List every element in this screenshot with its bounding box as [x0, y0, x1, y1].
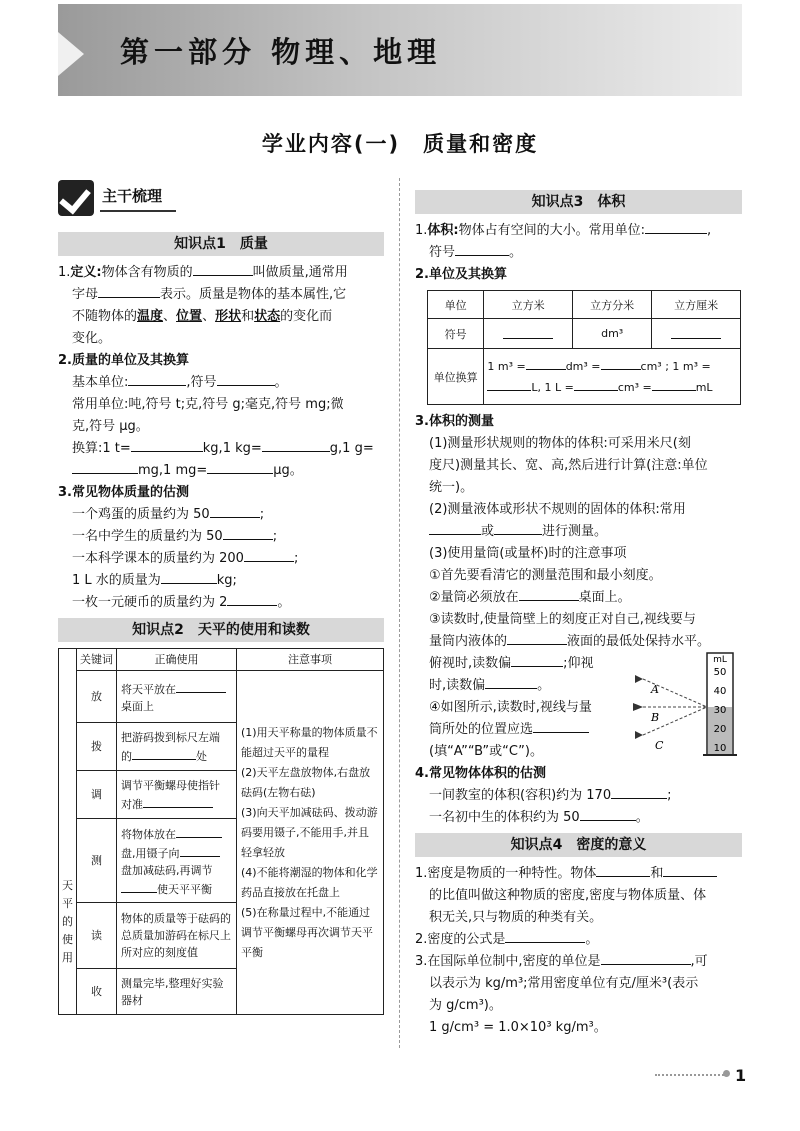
zhugan-header	[58, 178, 384, 218]
kp4-header: 知识点4 密度的意义	[415, 833, 742, 857]
blank[interactable]	[533, 719, 589, 733]
blank[interactable]	[161, 570, 217, 584]
page-dots	[655, 1074, 727, 1076]
blank[interactable]	[507, 631, 567, 645]
blank[interactable]	[519, 587, 579, 601]
blank[interactable]	[601, 356, 641, 370]
kp1-def: 1.定义:物体含有物质的 叫做质量,通常用 字母 表示。质量是物体的基本属性,它 不随物体的温度、位置、形状和状态的变化而 变化。	[58, 262, 384, 350]
side-char: 的	[62, 914, 73, 928]
cyl-unit: mL	[713, 655, 727, 665]
blank[interactable]	[485, 675, 537, 689]
balance-table: 天 平 的 使 用 关键词 正确使用 注意事项 放 将天平放在 桌面上 (1)用天平称量的物体质量不能超过天平的量程 (2)天平左盘放物体,右盘放砝码(左物右砝) (3)向天平加减砝码、拨动游码要用镊子,不能用手,并且轻拿轻放 (4)不能将潮湿的物体和化学药品直接放在托盘上 (5)在称量过程中,不能通过调节平衡螺母再次调节天平平衡 拨 把游码拨到标尺左端 的 处 调 调节平衡螺母使指针 对准 测 将物体放在 盘,用镊子向 盘加减砝码,再调节 使天平平衡 读 物体的质量等于砝码的总质量加游码在标尺上所对应的刻度值 收 测量完毕,整理好实验器材	[58, 648, 384, 1015]
blank[interactable]	[143, 794, 213, 808]
section-banner	[58, 4, 742, 96]
blank[interactable]	[128, 372, 186, 386]
tick: 40	[713, 686, 727, 697]
kp2-header: 知识点2 天平的使用和读数	[58, 618, 384, 642]
banner-arrow-shape	[58, 32, 84, 76]
blank[interactable]	[207, 460, 273, 474]
blank[interactable]	[487, 377, 531, 391]
page-number: 1	[735, 1066, 747, 1085]
side-char: 使	[62, 932, 73, 946]
right-column: 知识点3 体积 1.体积:物体占有空间的大小。常用单位: , 符号 。 2.单位及其换算 单位 立方米 立方分米 立方厘米 符号 dm³ 单位换算 1 m³ = dm³ = cm³ ; 1 m³ = L, 1 L = cm³ = mL 3.体积的测量 (1)测量形状规则的物体的体积:可采用米尺(刻 度尺)测量其长、宽、高,然后进行计算(注意:单位 统一)。 (2)测量液体或形状不规则的固体的体积:常用 或 进行测量。 (3)使用量筒(或量杯)时的注意事项 ①首先要看清它的测量范围和最小刻度。 ②量筒必须放在 桌面上。 ③读数时,使量筒壁上的刻度正对自己,视线要与 量筒内液体的 液面的最低处保持水平。 俯视时,读数偏 ;仰视 时,读数偏 。 ④如图所示,读数时,视线与量 筒所处的位置应选 (填“A”“B”或“C”)。 mL 50 40 30 20 10 A B C 4.常见物体体积的估测 一间教室的体积(容积)约为 170 ; 一名初中生的体积约为 50 。 知识点4 密度的意义 1.密度是物质的一种特性。物体 和 的比值叫做这种物质的密度,密度与物体质量、体 积无关,只与物质的种类有关。 2.密度的公式是 。 3.在国际单位制中,密度的单位是 ,可 以表示为 kg/m³;常用密度单位有克/厘米³(表示 为 g/cm³)。 1 g/cm³ = 1.0×10³ kg/m³。	[415, 186, 742, 1039]
blank[interactable]	[176, 824, 222, 838]
tick: 30	[713, 705, 727, 716]
side-char: 平	[62, 896, 73, 910]
kp4-content: 1.密度是物质的一种特性。物体 和 的比值叫做这种物质的密度,密度与物体质量、体 积无关,只与物质的种类有关。 2.密度的公式是 。 3.在国际单位制中,密度的单位是 ,可 以表示为 kg/m³;常用密度单位有克/厘米³(表示 为 g/cm³)。 1 g/cm³ = 1.0×10³ kg/m³。	[415, 863, 742, 1039]
blank[interactable]	[611, 785, 667, 799]
blank[interactable]	[505, 929, 585, 943]
blank[interactable]	[262, 438, 330, 452]
blank[interactable]	[596, 863, 650, 877]
label-b: B	[651, 711, 660, 724]
table-side-cell	[59, 649, 77, 1015]
blank[interactable]	[574, 377, 618, 391]
blank[interactable]	[429, 521, 481, 535]
blank[interactable]	[132, 746, 196, 760]
blank[interactable]	[193, 262, 253, 276]
side-char: 用	[62, 950, 73, 964]
blank[interactable]	[652, 377, 696, 391]
blank[interactable]	[244, 548, 294, 562]
checkmark-icon	[58, 180, 94, 216]
kp1-header: 知识点1 质量	[58, 232, 384, 256]
zhugan-label: 主干梳理	[100, 185, 176, 212]
kp3-measure: 3.体积的测量 (1)测量形状规则的物体的体积:可采用米尺(刻 度尺)测量其长、宽、高,然后进行计算(注意:单位 统一)。 (2)测量液体或形状不规则的固体的体积:常用 或 进行测量。 (3)使用量筒(或量杯)时的注意事项 ①首先要看清它的测量范围和最小刻度。 ②量筒必须放在 桌面上。 ③读数时,使量筒壁上的刻度正对自己,视线要与 量筒内液体的 液面的最低处保持水平。 俯视时,读数偏 ;仰视 时,读数偏 。 ④如图所示,读数时,视线与量 筒所处的位置应选 (填“A”“B”或“C”)。 mL 50 40 30 20 10 A B C	[415, 411, 742, 763]
blank[interactable]	[227, 592, 277, 606]
blank[interactable]	[180, 843, 220, 857]
blank[interactable]	[580, 807, 636, 821]
side-char: 天	[62, 878, 73, 892]
blank[interactable]	[176, 679, 226, 693]
measuring-cylinder-figure	[625, 651, 743, 763]
lesson-title: 学业内容(一) 质量和密度	[261, 132, 539, 156]
blank[interactable]	[671, 325, 721, 339]
blank[interactable]	[494, 521, 542, 535]
blank[interactable]	[503, 325, 553, 339]
tick: 50	[713, 667, 727, 678]
page-dot	[723, 1070, 730, 1077]
blank[interactable]	[121, 879, 157, 893]
blank[interactable]	[511, 653, 563, 667]
blank[interactable]	[645, 220, 707, 234]
blank[interactable]	[601, 951, 691, 965]
blank[interactable]	[223, 526, 273, 540]
tick: 20	[713, 724, 727, 735]
tick: 10	[713, 743, 727, 754]
blank[interactable]	[131, 438, 203, 452]
section-title: 第一部分 物理、地理	[120, 35, 442, 69]
left-column	[58, 178, 384, 1015]
volume-units-table: 单位 立方米 立方分米 立方厘米 符号 dm³ 单位换算 1 m³ = dm³ = cm³ ; 1 m³ = L, 1 L = cm³ = mL	[427, 290, 741, 405]
kp3-def: 1.体积:物体占有空间的大小。常用单位: , 符号 。	[415, 220, 742, 264]
blank[interactable]	[455, 242, 509, 256]
blank[interactable]	[210, 504, 260, 518]
label-c: C	[655, 739, 664, 752]
label-a: A	[651, 683, 659, 696]
kp3-estimates: 4.常见物体体积的估测 一间教室的体积(容积)约为 170 ; 一名初中生的体积约为 50 。	[415, 766, 672, 825]
blank[interactable]	[72, 460, 138, 474]
kp3-header: 知识点3 体积	[415, 190, 742, 214]
kp1-units: 2.质量的单位及其换算 基本单位: ,符号 。 常用单位:吨,符号 t;克,符号 g;毫克,符号 mg;微 克,符号 μg。 换算:1 t= kg,1 kg= g,1 g= mg,1 mg= μg。	[58, 353, 374, 478]
blank[interactable]	[663, 863, 717, 877]
column-divider	[399, 178, 400, 1048]
blank[interactable]	[217, 372, 275, 386]
blank[interactable]	[526, 356, 566, 370]
notes-cell: (1)用天平称量的物体质量不能超过天平的量程 (2)天平左盘放物体,右盘放砝码(左物右砝) (3)向天平加减砝码、拨动游码要用镊子,不能用手,并且轻拿轻放 (4)不能将潮湿的物体和化学药品直接放在托盘上 (5)在称量过程中,不能通过调节平衡螺母再次调节天平平衡	[237, 671, 384, 1015]
kp1-estimates: 3.常见物体质量的估测 一个鸡蛋的质量约为 50 ; 一名中学生的质量约为 50 ; 一本科学课本的质量约为 200 ; 1 L 水的质量为 kg; 一枚一元硬币的质量约为 2 。	[58, 485, 299, 610]
blank[interactable]	[98, 284, 160, 298]
